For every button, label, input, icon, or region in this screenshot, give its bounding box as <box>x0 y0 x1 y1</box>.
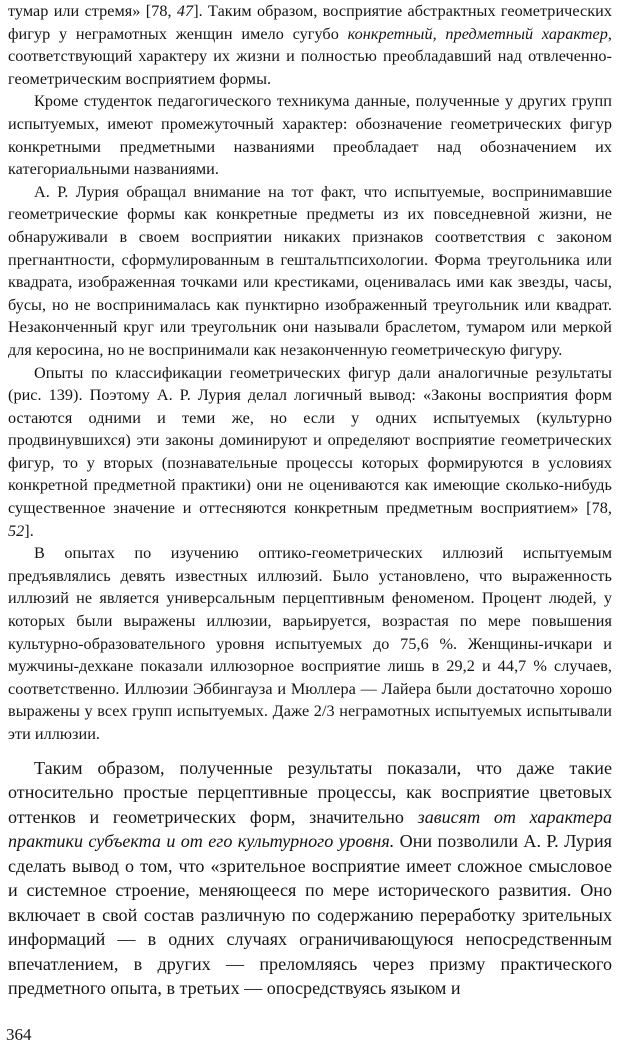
page-content <box>8 0 612 1001</box>
paragraph: А. Р. Лурия обращал внимание на тот факт, что испытуемые, воспринимавшие геометрические формы как конкретные предметы из их повседневной жизни, не обнаруживали в своем восприятии никаких признаков соответствия с законом прегнантности, сформулированным в гештальтпсихологии. Форма треугольника или квадрата, изображенная точками или крестиками, оценивалась ими как звезды, часы, бусы, но не воспринималась как пунктирно изображенный треугольник или квадрат. Незаконченный круг или треугольник они называли браслетом, тумаром или меркой для керосина, но не воспринимали как незаконченную геометрическую фигуру. <box>8 182 612 359</box>
italic-run: конкретный, предметный характер <box>347 24 608 43</box>
paragraph: тумар или стремя» [78, 47]. Таким образом, восприятие абстрактных геометрических фигур у неграмотных женщин имело сугубо конкретный, предметный характер, соответствующий характеру их жизни и полностью преобладавший над отвлеченно-геометрическим восприятием формы. <box>8 2 612 88</box>
italic-run: 52 <box>8 521 25 540</box>
paragraph: Кроме студенток педагогического техникума данные, полученные у других групп испытуемых, имеют промежуточный характер: обозначение геометрических фигур конкретными предметными названиями преобладает над обозначением их категориальными названиями. <box>8 92 612 179</box>
paragraph: В опытах по изучению оптико-геометрических иллюзий испытуемым предъявлялись девять известных иллюзий. Было установлено, что выраженность иллюзий не является универсальным перцептивным феноменом. Процент людей, у которых были выражены иллюзии, варьируется, возрастая по мере повышения культурно-образовательного уровня испытуемых до 75,6 %. Женщины-ичкари и мужчины-дехкане показали иллюзорное восприятие лишь в 29,2 и 44,7 % случаев, соответственно. Иллюзии Эббингауза и Мюллера — Лайера были достаточно хорошо выражены у всех групп испытуемых. Даже 2/3 неграмотных испытуемых испытывали эти иллюзии. <box>8 544 612 743</box>
paragraph: Таким образом, полученные результаты показали, что даже такие относительно простые перцептивные процессы, как восприятие цветовых оттенков и геометрических форм, значительно зависят от характера практики субъекта и от его культурного уровня. Они позволили А. Р. Лурия сделать вывод о том, что «зрительное восприятие имеет сложное смысловое и системное строение, меняющееся по мере исторического развития. Оно включает в свой состав различную по содержанию переработку зрительных информаций — в одних случаях ограничивающуюся непосредственным впечатлением, в других — преломляясь через призму практического предметного опыта, в третьих — опосредствуясь языком и <box>8 757 612 999</box>
page-number: 364 <box>6 1025 32 1044</box>
body-text <box>8 0 612 746</box>
italic-run: зависят от характера практики субъекта и от его культурного уровня. <box>8 806 612 852</box>
italic-run: 47 <box>176 2 194 20</box>
conclusion-text <box>8 756 612 1001</box>
paragraph: Опыты по классификации геометрических фигур дали аналогичные результаты (рис. 139). Поэтому А. Р. Лурия делал логичный вывод: «Законы восприятия форм остаются одними и теми же, но если у одних испытуемых (культурно продвинувшихся) эти законы доминируют и определяют восприятие геометрических фигур, то у вторых (познавательные процессы которых формируются в условиях конкретной предметной практики) они не оцениваются как имеющие сколько-нибудь существенное значение и оттесняются конкретным предметным восприятием» [78, 52]. <box>8 363 612 540</box>
